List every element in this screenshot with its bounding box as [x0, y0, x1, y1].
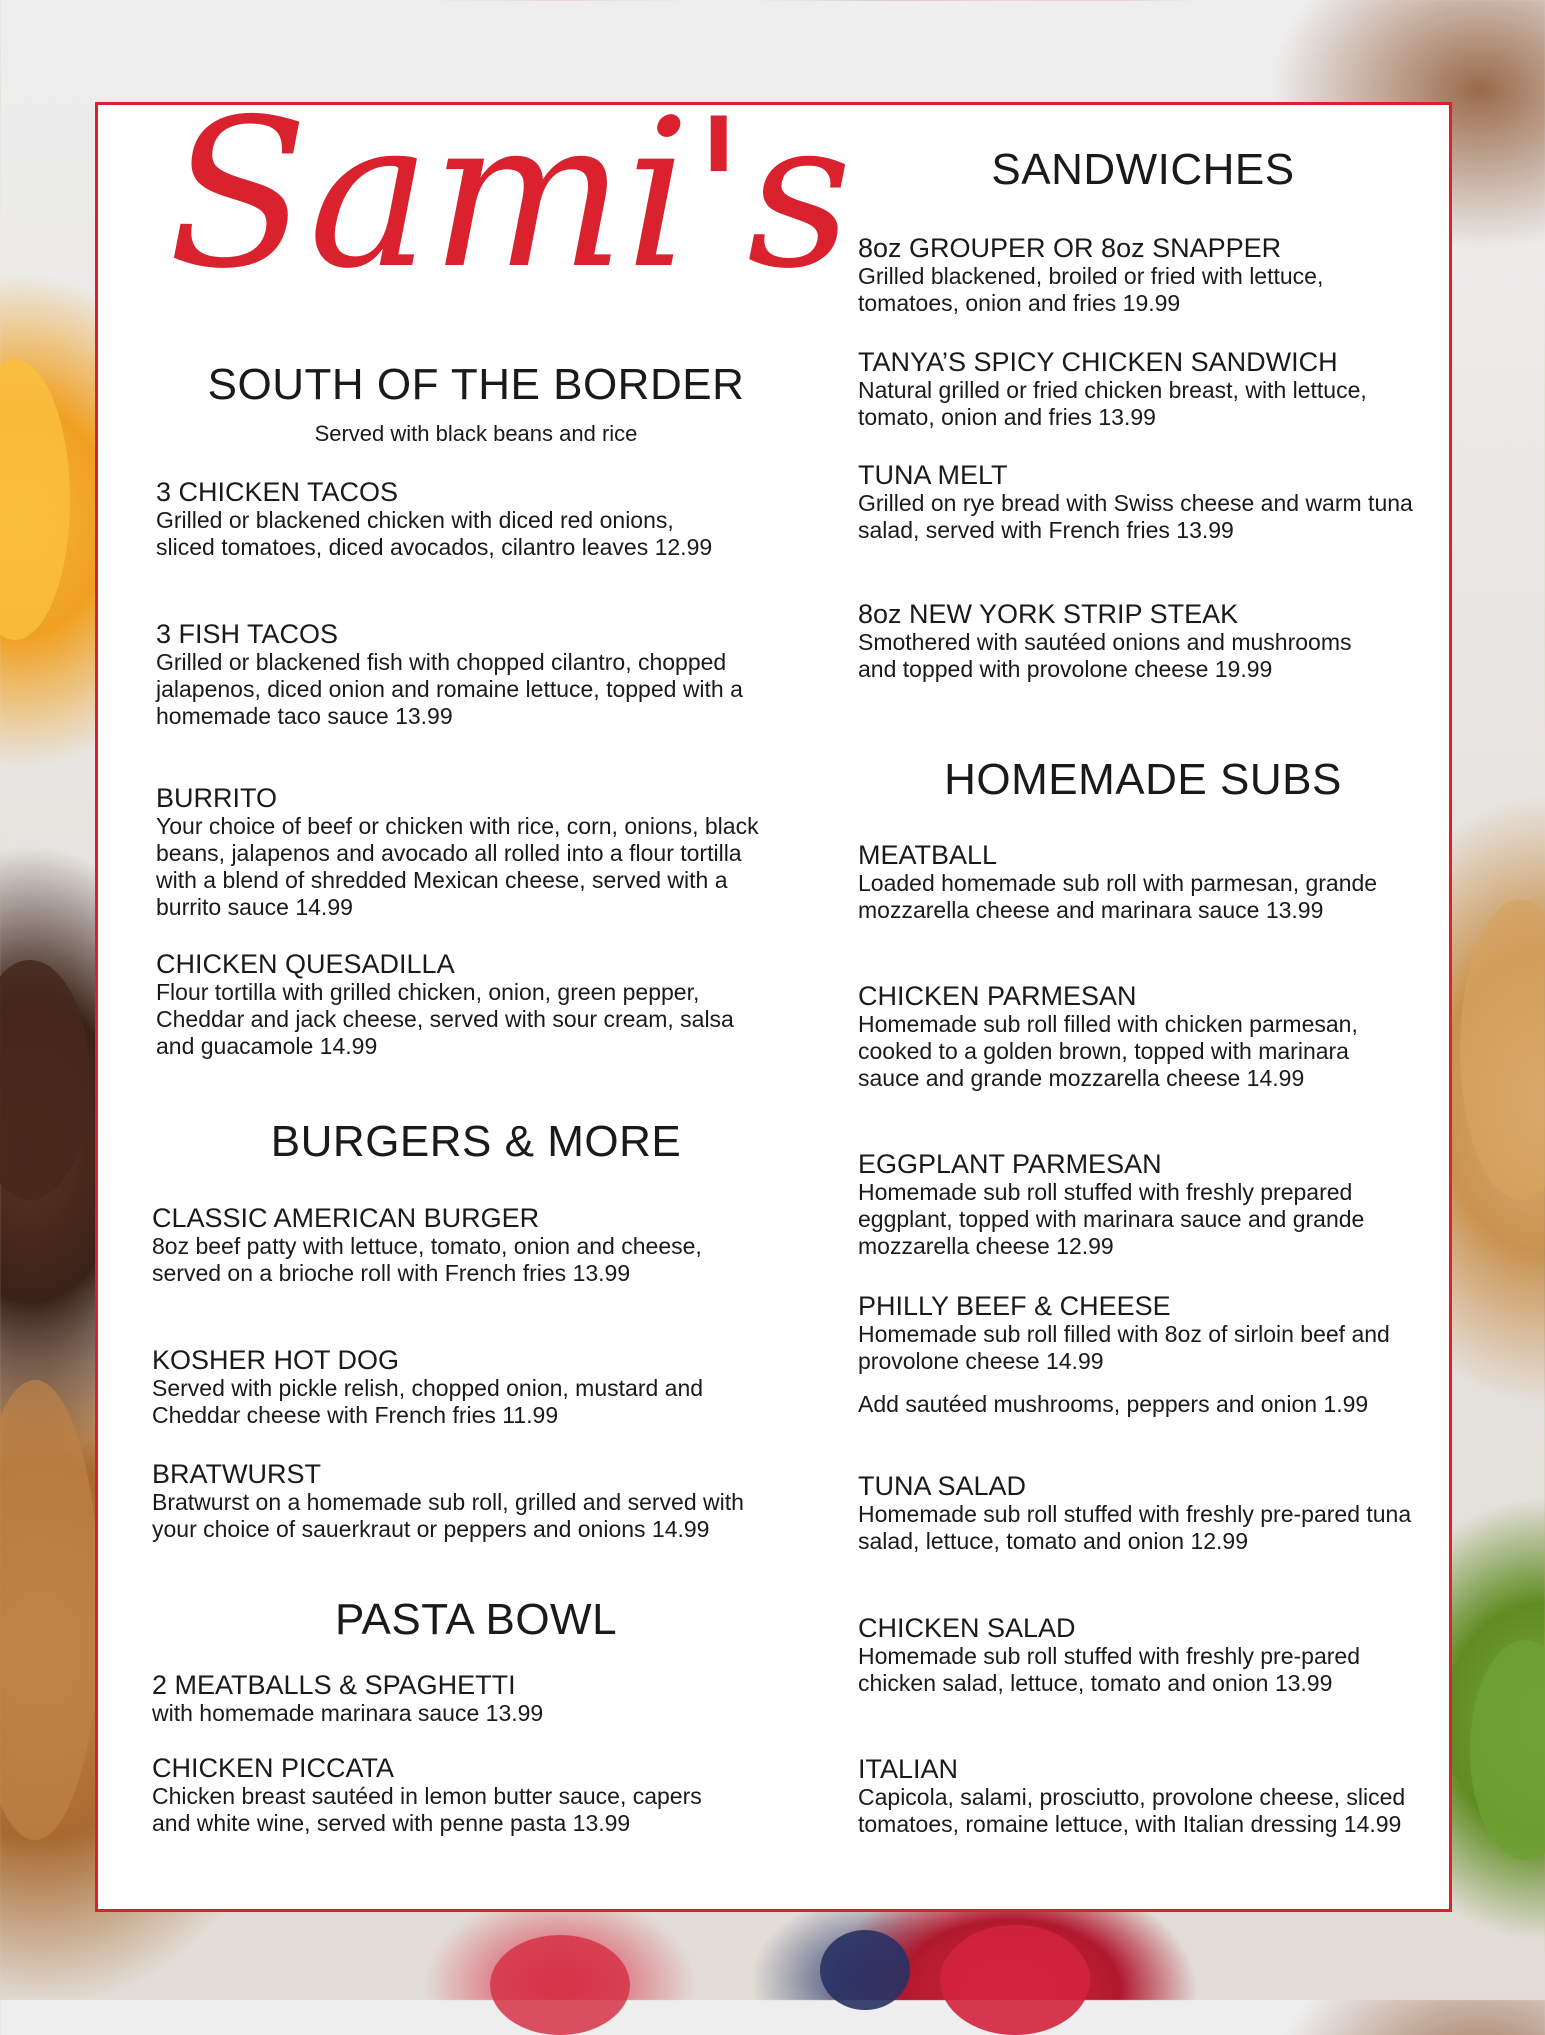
sams-logo — [148, 50, 928, 320]
item-description: Grilled blackened, broiled or fried with lettuce, tomatoes, onion and fries 19.99 — [858, 263, 1324, 316]
item-name: 3 FISH TACOS — [156, 619, 339, 649]
item-name: CHICKEN QUESADILLA — [156, 949, 455, 979]
menu-item — [858, 1149, 1428, 1260]
section-title-south-of-the-border: SOUTH OF THE BORDER — [207, 360, 745, 409]
item-name: BRATWURST — [152, 1459, 321, 1489]
item-description: Your choice of beef or chicken with rice, corn, onions, black beans, jalapenos and avocado all rolled into a flour tortilla with a blend of shredded Mexican cheese, served with a burrito sauce 14.99 — [156, 813, 759, 920]
item-name: CHICKEN SALAD — [858, 1613, 1076, 1643]
logo-text: Sami's — [168, 76, 853, 314]
section-title-sandwiches: SANDWICHES — [991, 145, 1295, 194]
item-name: BURRITO — [156, 783, 278, 813]
section-title-pasta-bowl: PASTA BOWL — [334, 1595, 618, 1644]
item-description: Smothered with sautéed onions and mushrooms and topped with provolone cheese 19.99 — [858, 629, 1352, 682]
item-name: KOSHER HOT DOG — [152, 1345, 400, 1375]
item-description: Served with pickle relish, chopped onion, mustard and Cheddar cheese with French fries 11.99 — [152, 1375, 704, 1428]
item-name: TANYA’S SPICY CHICKEN SANDWICH — [858, 347, 1338, 377]
item-name: CLASSIC AMERICAN BURGER — [152, 1203, 540, 1233]
item-description: Grilled or blackened fish with chopped cilantro, chopped jalapenos, diced onion and romaine lettuce, topped with a homemade taco sauce 13.99 — [156, 649, 743, 729]
item-description: Homemade sub roll filled with 8oz of sirloin beef and provolone cheese 14.99 — [858, 1321, 1390, 1374]
menu-item — [858, 1471, 1428, 1555]
section-title-burgers-and-more: BURGERS & MORE — [270, 1117, 682, 1166]
menu-item — [152, 1459, 792, 1543]
background-granola-right — [1460, 900, 1545, 1200]
item-description: 8oz beef patty with lettuce, tomato, onion and cheese, served on a brioche roll with French fries 13.99 — [152, 1233, 702, 1286]
menu-item — [858, 840, 1428, 924]
menu-item — [152, 1203, 792, 1287]
menu-item — [156, 783, 796, 921]
item-name: TUNA SALAD — [858, 1471, 1027, 1501]
background-chips — [0, 960, 90, 1200]
menu-panel — [95, 76, 1452, 1912]
menu-item — [152, 1753, 792, 1837]
background-raspberry-2 — [490, 1935, 630, 2035]
menu-item — [152, 1670, 792, 1727]
menu-item — [858, 599, 1428, 683]
item-description: Homemade sub roll stuffed with freshly pre-pared tuna salad, lettuce, tomato and onion 12.99 — [858, 1501, 1412, 1554]
item-name: 3 CHICKEN TACOS — [156, 477, 399, 507]
background-raspberry — [940, 1925, 1090, 2035]
menu-item — [156, 949, 796, 1060]
item-description: Loaded homemade sub roll with parmesan, grande mozzarella cheese and marinara sauce 13.99 — [858, 870, 1378, 923]
item-description: Capicola, salami, prosciutto, provolone cheese, sliced tomatoes, romaine lettuce, with Italian dressing 14.99 — [858, 1784, 1406, 1837]
item-description: with homemade marinara sauce 13.99 — [152, 1700, 544, 1726]
item-description: Natural grilled or fried chicken breast, with lettuce, tomato, onion and fries 13.99 — [858, 377, 1367, 430]
menu-item — [152, 1345, 792, 1429]
item-name: MEATBALL — [858, 840, 998, 870]
item-name: EGGPLANT PARMESAN — [858, 1149, 1162, 1179]
item-name: TUNA MELT — [858, 460, 1008, 490]
item-name: CHICKEN PARMESAN — [858, 981, 1137, 1011]
background-granola-left — [0, 1380, 100, 1840]
item-name: CHICKEN PICCATA — [152, 1753, 395, 1783]
menu-item — [156, 619, 796, 730]
menu-item — [858, 347, 1428, 431]
item-description: Homemade sub roll stuffed with freshly prepared eggplant, topped with marinara sauce and grande mozzarella cheese 12.99 — [858, 1179, 1365, 1259]
item-description: Grilled on rye bread with Swiss cheese and warm tuna salad, served with French fries 13.99 — [858, 490, 1413, 543]
menu-item — [858, 1291, 1428, 1375]
menu-item — [156, 477, 796, 561]
background-kiwi — [1470, 1640, 1545, 1860]
item-name: PHILLY BEEF & CHEESE — [858, 1291, 1171, 1321]
item-description: Homemade sub roll stuffed with freshly pre-pared chicken salad, lettuce, tomato and onion 13.99 — [858, 1643, 1360, 1696]
section-title-homemade-subs: HOMEMADE SUBS — [944, 755, 1342, 804]
item-description: Grilled or blackened chicken with diced red onions, sliced tomatoes, diced avocados, cilantro leaves 12.99 — [156, 507, 713, 560]
section-subtitle: Served with black beans and rice — [314, 421, 638, 446]
item-name: 8oz NEW YORK STRIP STEAK — [858, 599, 1239, 629]
item-description: Bratwurst on a homemade sub roll, grilled and served with your choice of sauerkraut or peppers and onions 14.99 — [152, 1489, 744, 1542]
menu-item — [858, 1613, 1428, 1697]
item-name: ITALIAN — [858, 1754, 959, 1784]
item-name: 2 MEATBALLS & SPAGHETTI — [152, 1670, 516, 1700]
menu-item — [858, 233, 1428, 317]
background-juice-glass — [0, 360, 70, 640]
menu-item-addon — [858, 1391, 1428, 1418]
background-blueberry — [820, 1930, 910, 2010]
item-name: 8oz GROUPER OR 8oz SNAPPER — [858, 233, 1282, 263]
menu-item — [858, 981, 1428, 1092]
item-description: Flour tortilla with grilled chicken, onion, green pepper, Cheddar and jack cheese, served with sour cream, salsa and guacamole 14.99 — [156, 979, 734, 1059]
item-description: Homemade sub roll filled with chicken parmesan, cooked to a golden brown, topped with marinara sauce and grande mozzarella cheese 14.99 — [858, 1011, 1358, 1091]
menu-item — [858, 1754, 1428, 1838]
item-description: Chicken breast sautéed in lemon butter sauce, capers and white wine, served with penne pasta 13.99 — [152, 1783, 702, 1836]
item-description: Add sautéed mushrooms, peppers and onion 1.99 — [858, 1391, 1369, 1417]
menu-item — [858, 460, 1428, 544]
